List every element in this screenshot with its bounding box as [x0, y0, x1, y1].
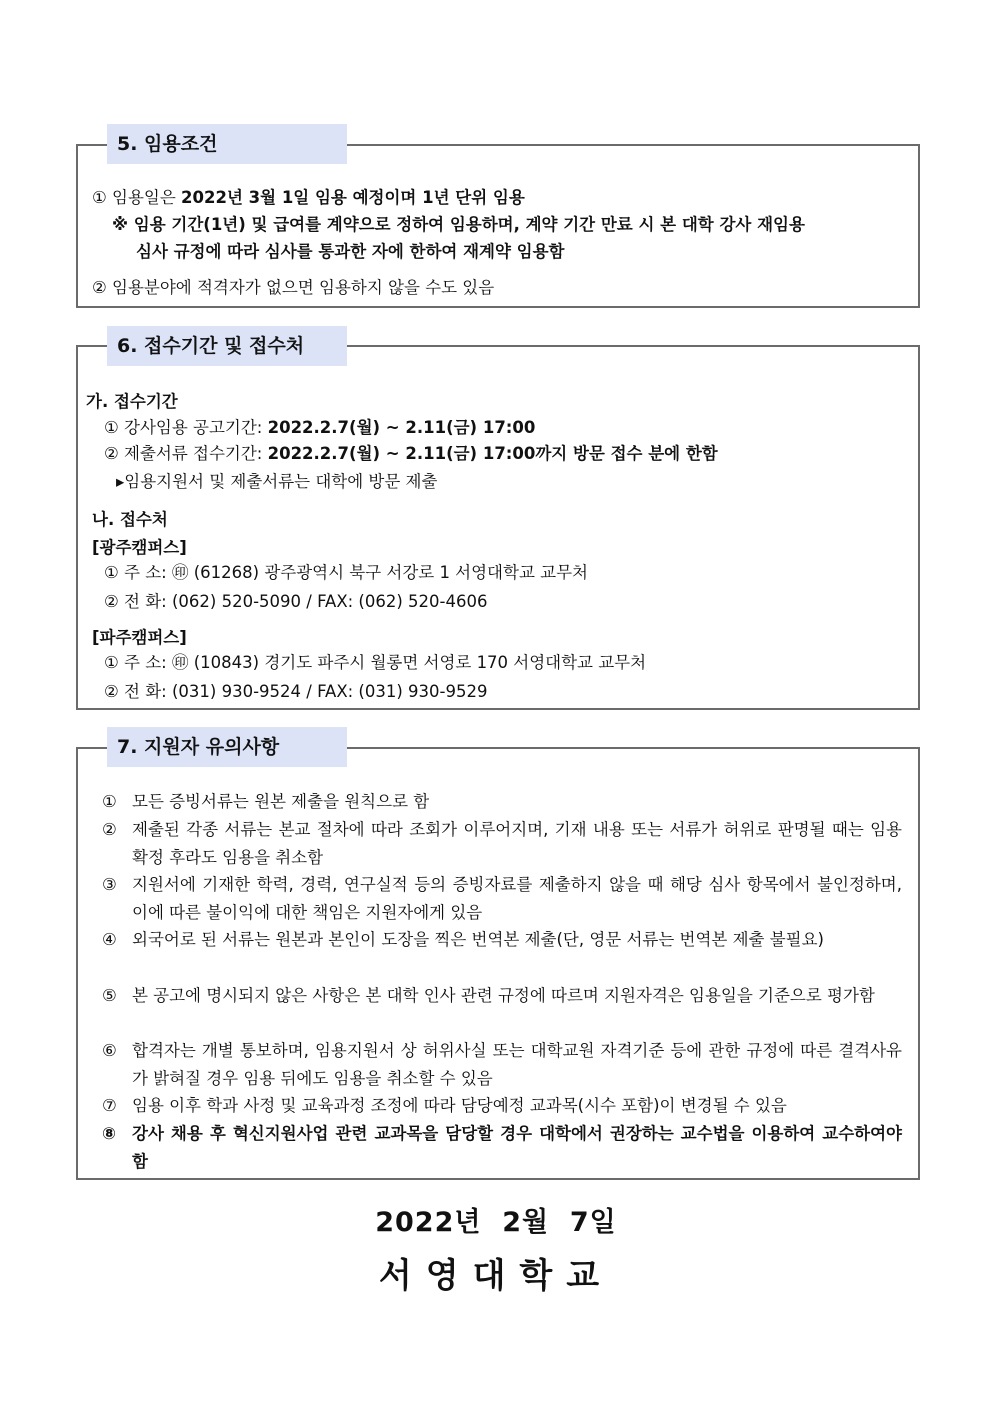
s6-ga-line-2: ② 제출서류 접수기간: 2022.2.7(월) ~ 2.11(금) 17:00까지 방문 접수 분에 한함 [104, 444, 718, 463]
s7-item-5: ⑤ 본 공고에 명시되지 않은 사항은 본 대학 인사 관련 규정에 따르며 지원자격은 임용일을 기준으로 평가함 [102, 986, 875, 1005]
s5-note-line-2: 심사 규정에 따라 심사를 통과한 자에 한하여 재계약 임용함 [136, 242, 565, 261]
section-6-title: 6. 접수기간 및 접수처 [107, 326, 347, 366]
s6-ga-heading: 가. 접수기간 [86, 392, 178, 411]
s5-line-2: ② 임용분야에 적격자가 없으면 임용하지 않을 수도 있음 [92, 278, 495, 297]
section-7-title: 7. 지원자 유의사항 [107, 727, 347, 767]
s6-paju-address: ① 주 소: ㊞ (10843) 경기도 파주시 월롱면 서영로 170 서영대학교 교무처 [104, 653, 647, 672]
s7-item-3: ③ 지원서에 기재한 학력, 경력, 연구실적 등의 증빙자료를 제출하지 않을 때 해당 심사 항목에서 불인정하며, 이에 따른 불이익에 대한 책임은 지원자에게 있음 [102, 875, 902, 922]
s7-item-8: ⑧ 강사 채용 후 혁신지원사업 관련 교과목을 담당할 경우 대학에서 권장하는 교수법을 이용하여 교수하여야 함 [102, 1124, 902, 1171]
s6-gwangju-heading: [광주캠퍼스] [92, 538, 187, 557]
institution-name: 서영대학교 [378, 1256, 614, 1296]
s6-ga-note: ▸임용지원서 및 제출서류는 대학에 방문 제출 [116, 472, 438, 491]
s7-item-1: ① 모든 증빙서류는 원본 제출을 원칙으로 함 [102, 792, 430, 811]
s6-paju-phone: ② 전 화: (031) 930-9524 / FAX: (031) 930-9529 [104, 682, 488, 701]
s6-ga-line-1: ① 강사임용 공고기간: 2022.2.7(월) ~ 2.11(금) 17:00 [104, 418, 536, 437]
s7-item-2: ② 제출된 각종 서류는 본교 절차에 따라 조회가 이루어지며, 기재 내용 또는 서류가 허위로 판명될 때는 임용 확정 후라도 임용을 취소함 [102, 820, 902, 867]
s6-na-heading: 나. 접수처 [92, 510, 168, 529]
section-5-title: 5. 임용조건 [107, 124, 347, 164]
document-date: 2022년 2월 7일 [375, 1207, 617, 1238]
s5-note-line-1: ※ 임용 기간(1년) 및 급여를 계약으로 정하여 임용하며, 계약 기간 만료 시 본 대학 강사 재임용 [112, 215, 805, 234]
s7-item-4: ④ 외국어로 된 서류는 원본과 본인이 도장을 찍은 번역본 제출(단, 영문 서류는 번역본 제출 불필요) [102, 930, 824, 949]
s5-line-1: ① 임용일은 2022년 3월 1일 임용 예정이며 1년 단위 임용 [92, 188, 525, 207]
s7-item-6: ⑥ 합격자는 개별 통보하며, 임용지원서 상 허위사실 또는 대학교원 자격기준 등에 관한 규정에 따른 결격사유가 밝혀질 경우 임용 뒤에도 임용을 취소할 수 있음 [102, 1041, 902, 1088]
s6-gwangju-address: ① 주 소: ㊞ (61268) 광주광역시 북구 서강로 1 서영대학교 교무처 [104, 563, 588, 582]
s7-item-7: ⑦ 임용 이후 학과 사정 및 교육과정 조정에 따라 담당예정 교과목(시수 포함)이 변경될 수 있음 [102, 1096, 787, 1115]
s6-paju-heading: [파주캠퍼스] [92, 628, 187, 647]
s6-gwangju-phone: ② 전 화: (062) 520-5090 / FAX: (062) 520-4606 [104, 592, 488, 611]
